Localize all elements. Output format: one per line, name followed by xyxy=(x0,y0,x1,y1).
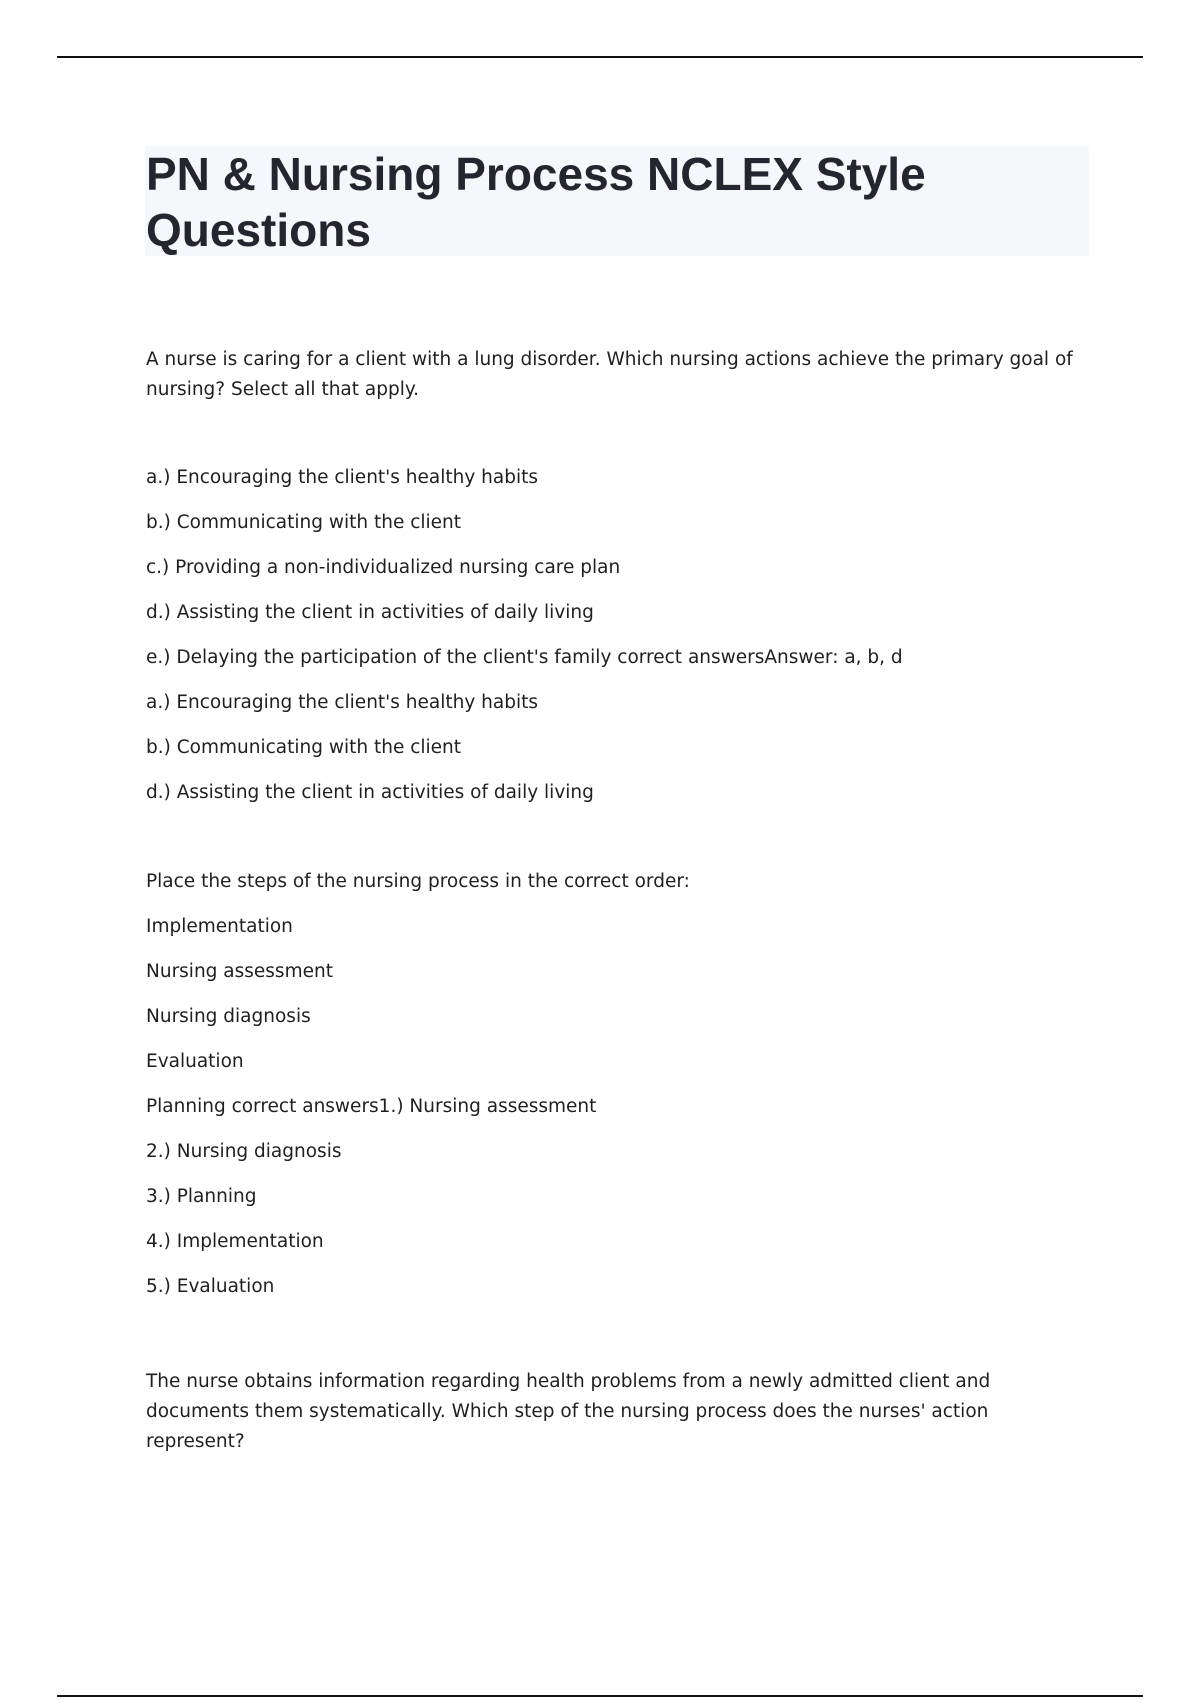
page-title: PN & Nursing Process NCLEX Style Questions xyxy=(146,148,926,256)
list-item: a.) Encouraging the client's healthy habits xyxy=(146,467,539,488)
list-item: Implementation xyxy=(146,916,293,937)
question-prompt: The nurse obtains information regarding health problems from a newly admitted client and documents them systematically. Which step of the nursing process does the nurses' action represent? xyxy=(146,1371,991,1452)
list-item: 5.) Evaluation xyxy=(146,1276,275,1297)
question-1 xyxy=(146,345,1086,823)
bottom-rule xyxy=(57,1695,1143,1697)
list-item: a.) Encouraging the client's healthy habits xyxy=(146,692,539,713)
list-item: d.) Assisting the client in activities of daily living xyxy=(146,782,594,803)
question-prompt: A nurse is caring for a client with a lung disorder. Which nursing actions achieve the primary goal of nursing? Select all that apply. xyxy=(146,349,1073,400)
list-item: e.) Delaying the participation of the client's family correct answersAnswer: a, b, d xyxy=(146,647,903,668)
top-rule xyxy=(57,56,1143,58)
list-item: Planning correct answers1.) Nursing assessment xyxy=(146,1096,597,1117)
list-item: Nursing diagnosis xyxy=(146,1006,311,1027)
question-2 xyxy=(146,867,1086,1317)
document-body xyxy=(146,345,1086,1457)
list-item: d.) Assisting the client in activities of daily living xyxy=(146,602,594,623)
list-item: Evaluation xyxy=(146,1051,244,1072)
title-banner xyxy=(145,146,1089,256)
list-item: b.) Communicating with the client xyxy=(146,512,462,533)
list-item: 2.) Nursing diagnosis xyxy=(146,1141,342,1162)
question-3 xyxy=(146,1367,1086,1457)
list-item: 4.) Implementation xyxy=(146,1231,324,1252)
answer-options xyxy=(146,463,1086,823)
question-prompt: Place the steps of the nursing process in the correct order: xyxy=(146,871,690,892)
list-item: b.) Communicating with the client xyxy=(146,737,462,758)
list-item: Nursing assessment xyxy=(146,961,333,982)
list-item: 3.) Planning xyxy=(146,1186,257,1207)
list-item: c.) Providing a non-individualized nursing care plan xyxy=(146,557,621,578)
